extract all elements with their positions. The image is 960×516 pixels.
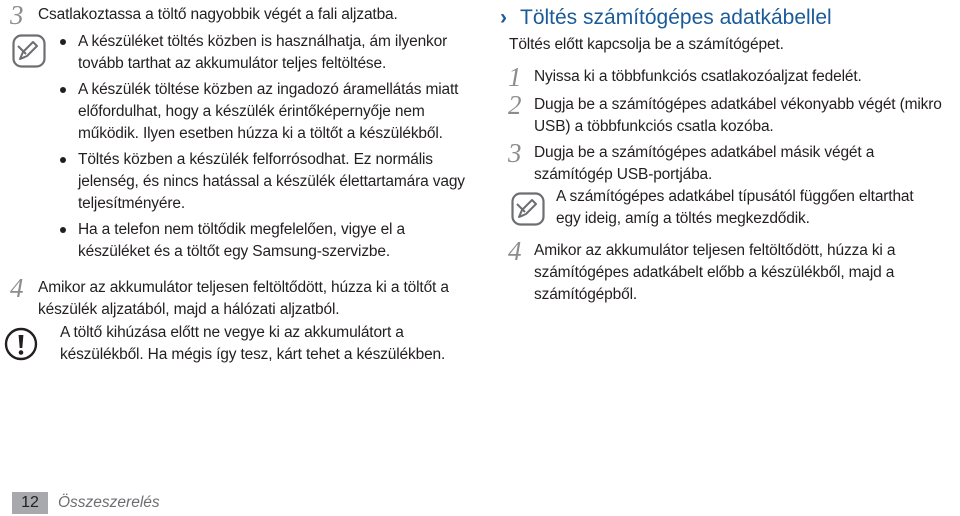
step-4 bbox=[10, 273, 470, 323]
note-text: A számítógépes adatkábel típusától függően eltarthat egy ideig, amíg a töltés megkezdődik. bbox=[556, 188, 914, 227]
step-number: 3 bbox=[10, 0, 24, 30]
step-number: 3 bbox=[508, 138, 522, 168]
section-intro: Töltés előtt kapcsolja be a számítógépet. bbox=[509, 36, 784, 53]
step-text: Csatlakoztassa a töltő nagyobbik végét a fali aljzatba. bbox=[38, 6, 398, 23]
note-bullet bbox=[60, 149, 470, 215]
bullet-dot bbox=[60, 39, 66, 45]
note-bullet bbox=[60, 79, 470, 145]
note-bullet bbox=[60, 31, 470, 75]
note-bullet bbox=[60, 219, 470, 263]
step-text: Amikor az akkumulátor teljesen feltöltődött, húzza ki a töltőt a készülék aljzatából, majd a hálózati aljzatból. bbox=[38, 279, 449, 318]
step-number: 4 bbox=[10, 273, 24, 303]
chevron-right-icon: › bbox=[500, 6, 507, 29]
section-title bbox=[500, 6, 832, 30]
step-number: 4 bbox=[508, 236, 522, 266]
bullet-text: A készülék töltése közben az ingadozó áramellátás miatt előfordulhat, hogy a készülék érintőképernyője nem működik. Ilyen esetben húzza ki a töltőt a készülékből. bbox=[78, 81, 459, 142]
section-label: Összeszerelés bbox=[58, 494, 160, 511]
note-icon bbox=[12, 34, 46, 73]
bullet-dot bbox=[60, 227, 66, 233]
caution-icon bbox=[4, 327, 38, 366]
bullet-text: Ha a telefon nem töltődik megfelelően, vigye el a készüléket és a töltőt egy Samsung-szervizbe. bbox=[78, 221, 405, 260]
caution-text: A töltő kihúzása előtt ne vegye ki az akkumulátort a készülékből. Ha mégis így tesz, kárt tehet a készülékben. bbox=[60, 324, 446, 363]
step-number: 2 bbox=[508, 90, 522, 120]
pc-step-3 bbox=[508, 138, 958, 186]
step-text: Dugja be a számítógépes adatkábel vékonyabb végét (mikro USB) a többfunkciós csatla kozóba. bbox=[534, 96, 942, 135]
section-title-text: Töltés számítógépes adatkábellel bbox=[520, 6, 832, 29]
pc-step-1 bbox=[508, 62, 958, 92]
note-icon bbox=[511, 192, 545, 231]
step-3 bbox=[10, 0, 470, 30]
pc-step-4 bbox=[508, 236, 958, 306]
step-text: Dugja be a számítógépes adatkábel másik végét a számítógép USB-portjába. bbox=[534, 144, 875, 183]
bullet-text: Töltés közben a készülék felforrósodhat. Ez normális jelenség, és nincs hatással a készülék élettartamára vagy teljesítményére. bbox=[78, 151, 465, 212]
bullet-text: A készüléket töltés közben is használhatja, ám ilyenkor tovább tarthat az akkumulátor teljes feltöltése. bbox=[78, 33, 448, 72]
step-number: 1 bbox=[508, 62, 522, 92]
step-text: Amikor az akkumulátor teljesen feltöltődött, húzza ki a számítógépes adatkábelt előbb a készülékből, majd a számítógépből. bbox=[534, 242, 896, 303]
page-number: 12 bbox=[12, 492, 48, 514]
bullet-dot bbox=[60, 157, 66, 163]
note-bullet-list bbox=[60, 31, 470, 263]
bullet-dot bbox=[60, 87, 66, 93]
step-text: Nyissa ki a többfunkciós csatlakozóaljzat fedelét. bbox=[534, 68, 862, 85]
pc-step-2 bbox=[508, 90, 960, 138]
